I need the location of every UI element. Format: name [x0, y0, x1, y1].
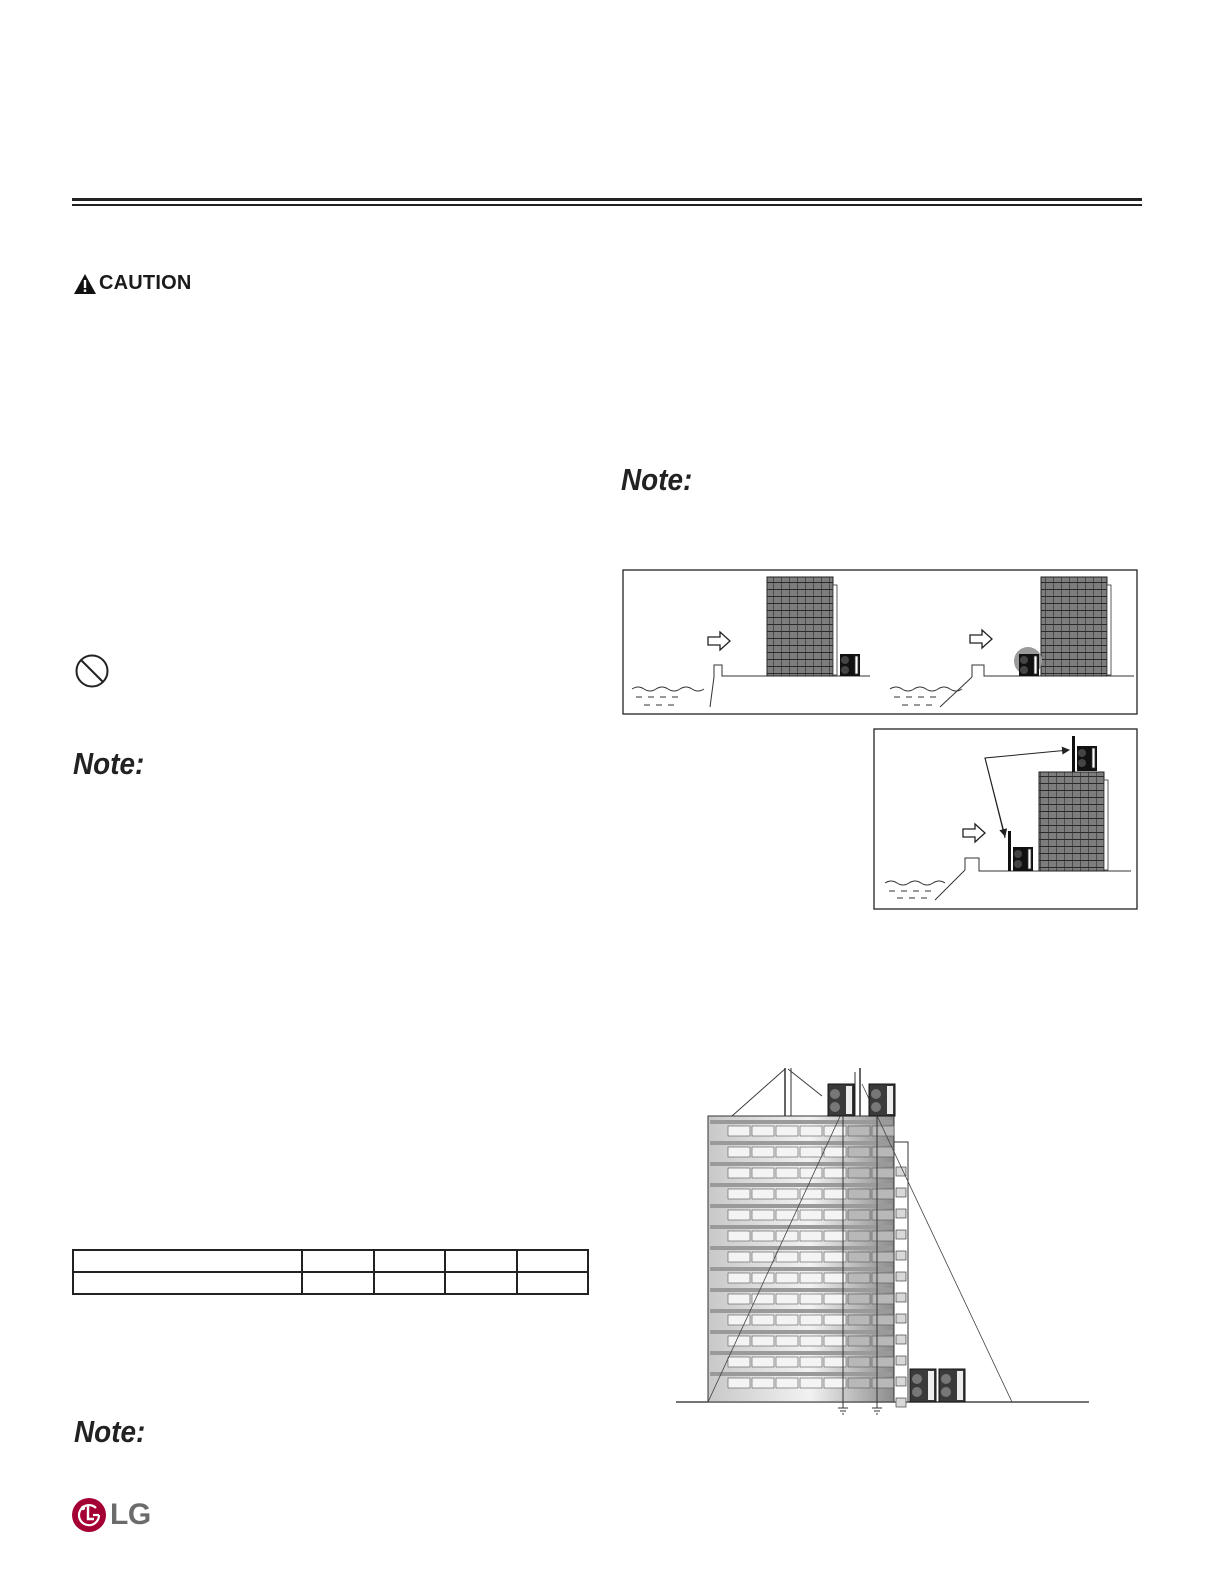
- ground-symbol-icon: [872, 1408, 882, 1414]
- table-cell: [517, 1272, 589, 1294]
- note-heading: Note:: [621, 462, 693, 497]
- building-icon: [767, 577, 837, 676]
- header-rule-bottom: [72, 204, 1142, 206]
- warning-triangle-icon: [73, 273, 97, 295]
- table-cell: [517, 1250, 589, 1272]
- rooftop-unit-icon: [828, 1084, 854, 1116]
- building-icon: [1039, 772, 1108, 871]
- table-cell: [302, 1272, 373, 1294]
- ground-symbol-icon: [838, 1408, 848, 1414]
- table-cell: [445, 1250, 516, 1272]
- seaside-installation-diagram: [622, 569, 1138, 716]
- prohibited-icon: [74, 653, 110, 689]
- table-cell: [374, 1272, 445, 1294]
- caution-label: CAUTION: [99, 272, 192, 294]
- lightning-rod-icon: [732, 1068, 822, 1116]
- table-cell: [73, 1272, 302, 1294]
- outdoor-unit-icon: [939, 1369, 965, 1402]
- lightning-rod-icon: [855, 1068, 860, 1116]
- note-heading: Note:: [74, 1414, 146, 1449]
- table-cell: [445, 1272, 516, 1294]
- table-cell: [374, 1250, 445, 1272]
- table-cell: [73, 1250, 302, 1272]
- note-heading: Note:: [73, 746, 145, 781]
- lg-logo-icon: [71, 1497, 107, 1533]
- outdoor-unit-icon: [910, 1369, 936, 1402]
- rooftop-relocation-diagram: [873, 728, 1138, 911]
- outdoor-unit-icon: [840, 654, 860, 676]
- header-rule-top: [72, 198, 1142, 201]
- table-cell: [302, 1250, 373, 1272]
- table-row: [73, 1250, 588, 1272]
- building-icon: [1041, 577, 1111, 676]
- table-row: [73, 1272, 588, 1294]
- lightning-protection-diagram: [672, 1066, 1092, 1418]
- lg-logo: [71, 1497, 151, 1533]
- caution-heading: [73, 272, 192, 295]
- building-icon: [708, 1116, 908, 1407]
- spec-table: [72, 1249, 589, 1295]
- brand-name: LG: [110, 1498, 151, 1531]
- rooftop-unit-icon: [869, 1084, 895, 1116]
